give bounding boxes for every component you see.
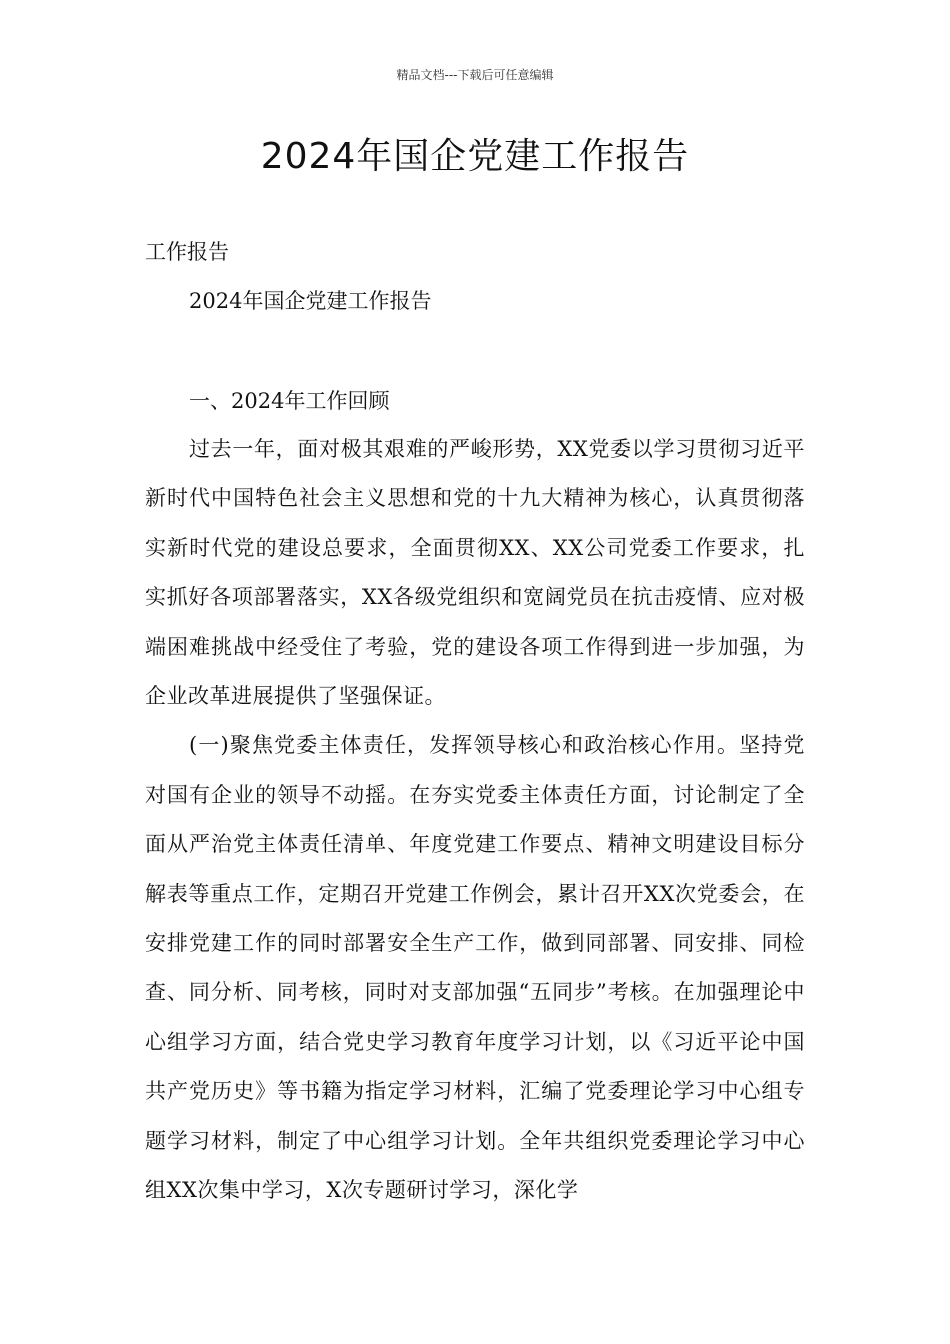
- document-subtitle: 2024年国企党建工作报告: [189, 289, 432, 313]
- document-category: 工作报告: [145, 240, 229, 264]
- document-title: 2024年国企党建工作报告: [260, 136, 690, 177]
- header-note: 精品文档---下载后可任意编辑: [396, 68, 554, 82]
- section-heading: 一、2024年工作回顾: [189, 389, 390, 413]
- paragraph-review: 过去一年，面对极其艰难的严峻形势，XX党委以学习贯彻习近平新时代中国特色社会主义思想和党的十九大精神为核心，认真贯彻落实新时代党的建设总要求，全面贯彻XX、XX公司党委工作要求，扎实抓好各项部署落实，XX各级党组织和宽阔党员在抗击疫情、应对极端困难挑战中经受住了考验，党的建设各项工作得到进一步加强，为企业改革进展提供了坚强保证。: [145, 437, 805, 709]
- body-text: [145, 425, 805, 1216]
- paragraph-responsibility: (一)聚焦党委主体责任，发挥领导核心和政治核心作用。坚持党对国有企业的领导不动摇。在夯实党委主体责任方面，讨论制定了全面从严治党主体责任清单、年度党建工作要点、精神文明建设目标分解表等重点工作，定期召开党建工作例会，累计召开XX次党委会，在安排党建工作的同时部署安全生产工作，做到同部署、同安排、同检查、同分析、同考核，同时对支部加强“五同步”考核。在加强理论中心组学习方面，结合党史学习教育年度学习计划，以《习近平论中国共产党历史》等书籍为指定学习材料，汇编了党委理论学习中心组专题学习材料，制定了中心组学习计划。全年共组织党委理论学习中心组XX次集中学习，X次专题研讨学习，深化学: [145, 733, 805, 1203]
